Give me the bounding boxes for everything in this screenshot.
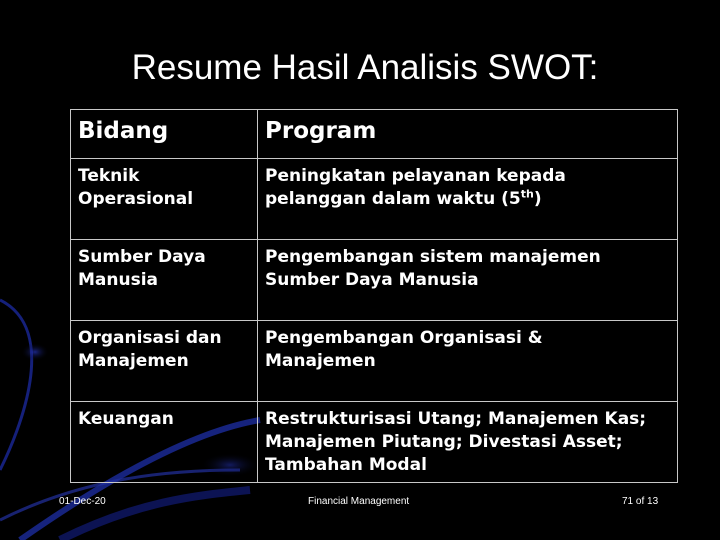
bidang-cell xyxy=(71,159,258,240)
cell-line: Manajemen xyxy=(265,351,376,371)
cell-line: Sumber Daya xyxy=(78,247,206,267)
slide-title: Resume Hasil Analisis SWOT: xyxy=(131,48,599,87)
cell-line-text: pelanggan dalam waktu (5 xyxy=(265,189,521,209)
footer-title: Financial Management xyxy=(308,496,410,507)
table-row xyxy=(71,402,678,483)
program-cell xyxy=(258,240,678,321)
table-row xyxy=(71,159,678,240)
cell-line: Pengembangan sistem manajemen xyxy=(265,247,601,267)
program-cell xyxy=(258,321,678,402)
cell-line: Manusia xyxy=(78,270,159,290)
cell-line: Manajemen xyxy=(78,351,189,371)
bidang-cell xyxy=(71,240,258,321)
program-cell xyxy=(258,159,678,240)
cell-line: Pengembangan Organisasi & xyxy=(265,328,543,348)
ordinal-suffix: th xyxy=(520,187,534,201)
cell-line: Operasional xyxy=(78,189,194,209)
footer-date: 01-Dec-20 xyxy=(59,496,106,507)
cell-line: Tambahan Modal xyxy=(265,455,427,475)
cell-line: Peningkatan pelayanan kepada xyxy=(265,166,566,186)
header-program: Program xyxy=(258,110,678,159)
cell-line: Teknik xyxy=(78,166,140,186)
program-cell xyxy=(258,402,678,483)
header-bidang: Bidang xyxy=(71,110,258,159)
cell-line: Keuangan xyxy=(78,409,174,429)
swot-table xyxy=(70,109,678,483)
cell-line: Restrukturisasi Utang; Manajemen Kas; xyxy=(265,409,647,429)
table-header-row xyxy=(71,110,678,159)
closing-paren: ) xyxy=(533,189,542,209)
cell-line: Manajemen Piutang; Divestasi Asset; xyxy=(265,432,623,452)
bidang-cell xyxy=(71,402,258,483)
cell-line: Sumber Daya Manusia xyxy=(265,270,479,290)
table-row xyxy=(71,240,678,321)
cell-line xyxy=(265,188,670,211)
bidang-cell xyxy=(71,321,258,402)
cell-line: Organisasi dan xyxy=(78,328,222,348)
footer-page-number: 71 of 13 xyxy=(622,496,659,507)
table-row xyxy=(71,321,678,402)
